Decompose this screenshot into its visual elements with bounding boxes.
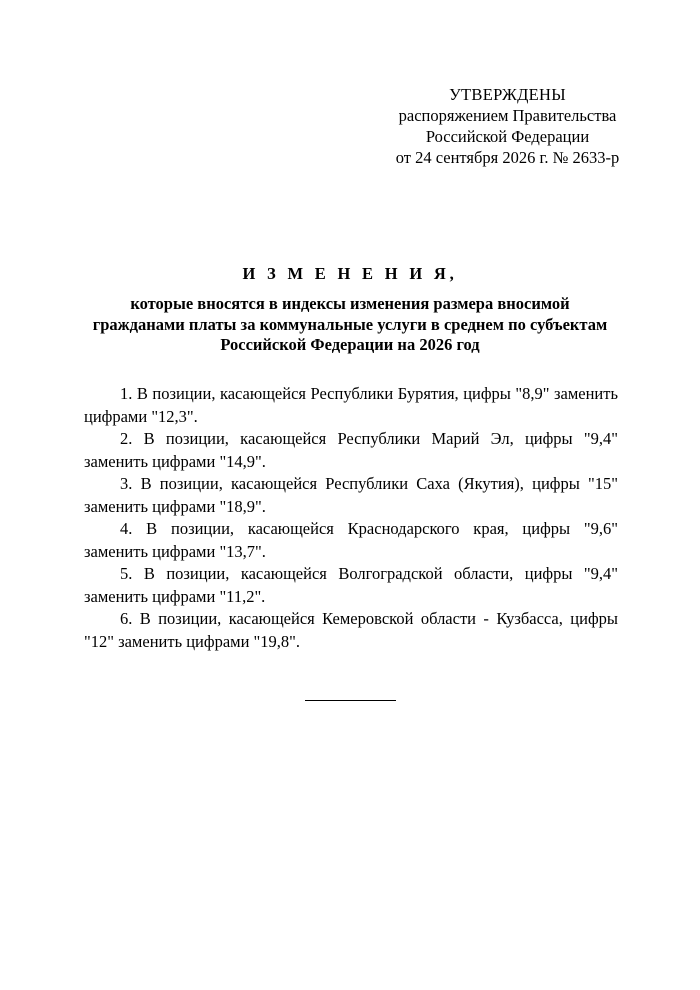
approval-stamp-block [360,84,655,168]
document-title: И З М Е Н Е Н И Я, [242,264,458,283]
change-item-4: 4. В позиции, касающейся Краснодарского края, цифры "9,6" заменить цифрами "13,7". [84,519,618,561]
change-item-2: 2. В позиции, касающейся Республики Марий Эл, цифры "9,4" заменить цифрами "14,9". [84,429,618,471]
subtitle-line: гражданами платы за коммунальные услуги в среднем по субъектам [92,314,608,334]
document-subtitle [80,294,620,356]
approval-heading: УТВЕРЖДЕНЫ [449,85,566,104]
approval-authority: распоряжением Правительства [398,106,617,125]
changes-list [84,383,618,653]
approval-date-number: от 24 сентября 2026 г. № 2633-р [395,148,620,167]
document-heading [80,264,620,356]
change-item-3: 3. В позиции, касающейся Республики Саха (Якутия), цифры "15" заменить цифрами "18,9". [84,474,618,516]
change-item-5: 5. В позиции, касающейся Волгоградской области, цифры "9,4" заменить цифрами "11,2". [84,564,618,606]
subtitle-line: Российской Федерации на 2026 год [220,335,480,354]
subtitle-line: которые вносятся в индексы изменения размера вносимой [130,294,570,313]
change-item-1: 1. В позиции, касающейся Республики Бурятия, цифры "8,9" заменить цифрами "12,3". [84,384,618,426]
approval-authority-country: Российской Федерации [425,127,590,146]
change-item-6: 6. В позиции, касающейся Кемеровской области - Кузбасса, цифры "12" заменить цифрами "19,8". [84,609,618,651]
end-separator-line [305,700,396,701]
